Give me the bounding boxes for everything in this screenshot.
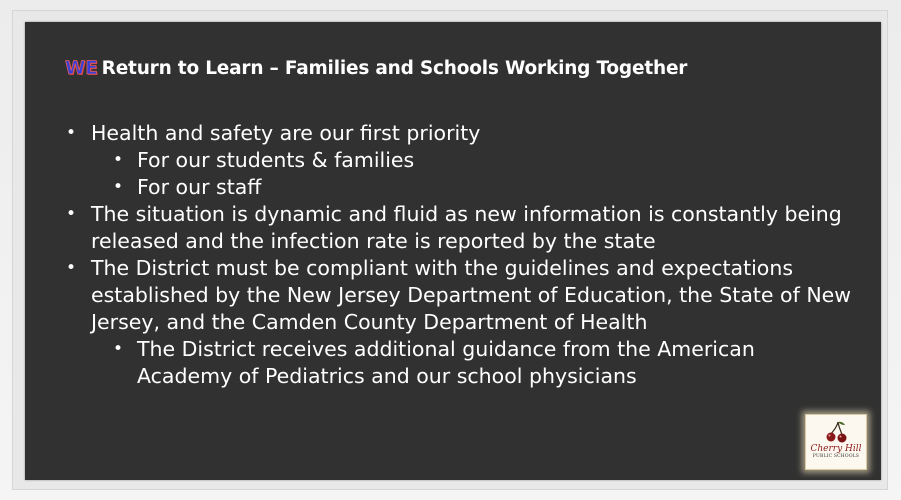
- logo-name: Cherry Hill: [810, 444, 862, 454]
- bullet-text: The District must be compliant with the guidelines and expectations established by the New Jersey Department of Education, the State of New Jersey, and the Camden County Department of Health: [91, 256, 852, 334]
- bullet-icon: •: [66, 258, 77, 278]
- sub-bullet-text: For our staff: [137, 175, 262, 199]
- bullet-text: Health and safety are our first priority: [91, 121, 481, 145]
- presentation-slide: [25, 22, 881, 480]
- sub-bullet-item: [65, 174, 855, 201]
- sub-bullet-item: [65, 336, 855, 390]
- bullet-text: The situation is dynamic and fluid as new information is constantly being released and the infection rate is reported by the state: [91, 202, 842, 253]
- slide-title: [65, 58, 687, 79]
- bullet-icon: •: [66, 204, 77, 224]
- title-prefix-we: WE: [65, 58, 98, 79]
- sub-bullet-text: The District receives additional guidance from the American Academy of Pediatrics and our school physicians: [137, 337, 755, 388]
- sub-bullet-item: [65, 147, 855, 174]
- bullet-item: [65, 255, 855, 336]
- bullet-item: [65, 201, 855, 255]
- bullet-icon: •: [113, 177, 124, 197]
- cherries-icon: [823, 421, 849, 443]
- bullet-item: [65, 120, 855, 147]
- cherry-hill-logo: [805, 414, 867, 470]
- bullet-icon: •: [113, 339, 124, 359]
- slide-body: [65, 120, 855, 390]
- bullet-icon: •: [66, 123, 77, 143]
- logo-subtitle: PUBLIC SCHOOLS: [812, 454, 860, 459]
- bullet-icon: •: [113, 150, 124, 170]
- sub-bullet-text: For our students & families: [137, 148, 415, 172]
- title-text: Return to Learn – Families and Schools Working Together: [101, 58, 688, 79]
